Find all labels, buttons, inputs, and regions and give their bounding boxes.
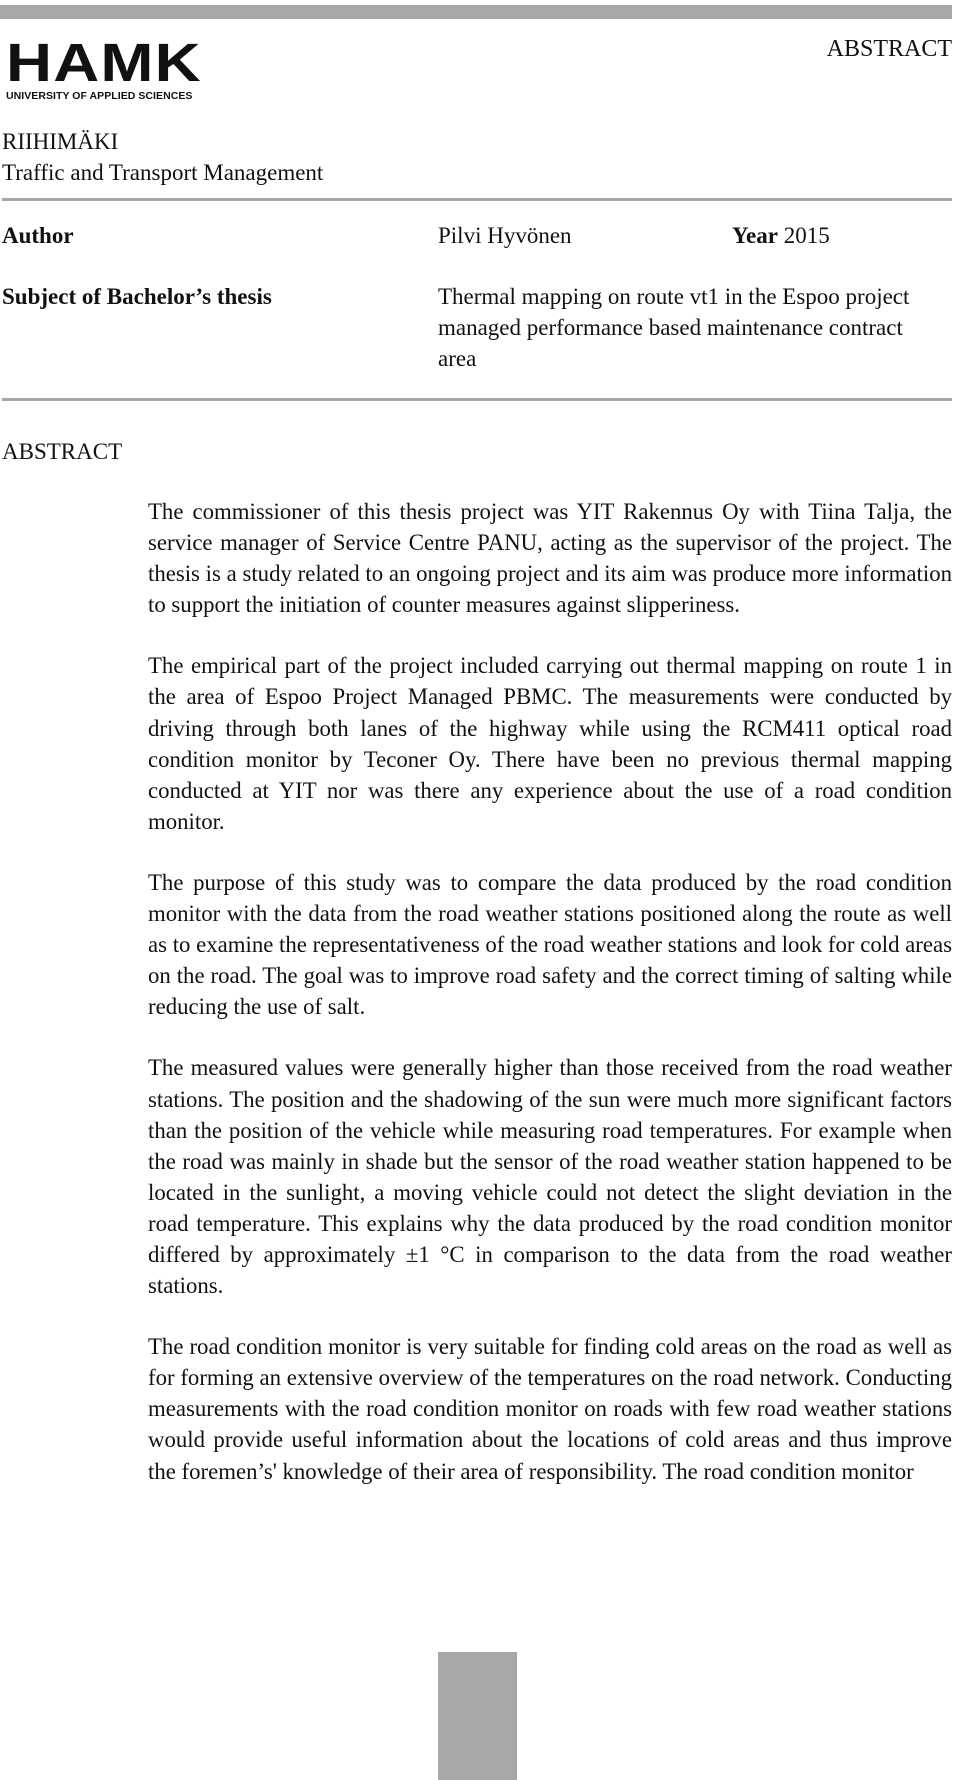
page-footer-block: [438, 1652, 517, 1780]
degree-programme: Traffic and Transport Management: [2, 160, 324, 185]
abstract-paragraph: The empirical part of the project included carrying out thermal mapping on route 1 in the area of Espoo Project Managed PBMC. The measurements were conducted by driving through both lanes of the highway while using the RCM411 optical road condition monitor by Teconer Oy. There have been no previous thermal mapping conducted at YIT nor was there any experience about the use of a road condition monitor.: [148, 653, 952, 834]
logo-subtitle: UNIVERSITY OF APPLIED SCIENCES: [6, 90, 193, 102]
hamk-logo: [6, 33, 242, 102]
programme-info: [2, 126, 323, 188]
subject-label: Subject of Bachelor’s thesis: [2, 284, 272, 309]
year-value: 2015: [783, 223, 830, 248]
divider: [2, 398, 952, 401]
top-rule: [0, 5, 952, 19]
subject-value: Thermal mapping on route vt1 in the Espoo project managed performance based maintenance contract area: [438, 284, 910, 371]
author-value: Pilvi Hyvönen: [438, 223, 572, 248]
year-field: [732, 220, 830, 251]
year-label: Year: [732, 223, 778, 248]
abstract-body: [148, 496, 952, 1517]
abstract-heading: ABSTRACT: [2, 439, 123, 464]
logo-wordmark: HAMK: [6, 33, 202, 93]
abstract-paragraph: The measured values were generally higher than those received from the road weather stations. The position and the shadowing of the sun were much more significant factors than the position of the vehicle while measuring road temperatures. For example when the road was mainly in shade but the sensor of the road weather station happened to be located in the sunlight, a moving vehicle could not detect the slight deviation in the road temperature. This explains why the data produced by the road condition monitor differed by approximately ±1 °C in comparison to the data from the road weather stations.: [148, 1055, 952, 1299]
author-label: Author: [2, 223, 74, 248]
header-abstract-label: ABSTRACT: [826, 36, 952, 62]
abstract-paragraph: The road condition monitor is very suitable for finding cold areas on the road as well as for forming an extensive overview of the temperatures on the road network. Conducting measurements with the road condition monitor on roads with few road weather stations would provide useful information about the locations of cold areas and thus improve the foremen’s' knowledge of their area of responsibility. The road condition monitor: [148, 1334, 952, 1484]
campus-name: RIIHIMÄKI: [2, 129, 119, 154]
abstract-paragraph: The purpose of this study was to compare the data produced by the road condition monitor with the data from the road weather stations positioned along the route as well as to examine the representativeness of the road weather stations and look for cold areas on the road. The goal was to improve road safety and the correct timing of salting while reducing the use of salt.: [148, 869, 952, 1020]
abstract-paragraph: The commissioner of this thesis project was YIT Rakennus Oy with Tiina Talja, the service manager of Service Centre PANU, acting as the supervisor of the project. The thesis is a study related to an ongoing project and its aim was produce more information to support the initiation of counter measures against slipperiness.: [148, 499, 952, 618]
divider: [2, 198, 952, 201]
